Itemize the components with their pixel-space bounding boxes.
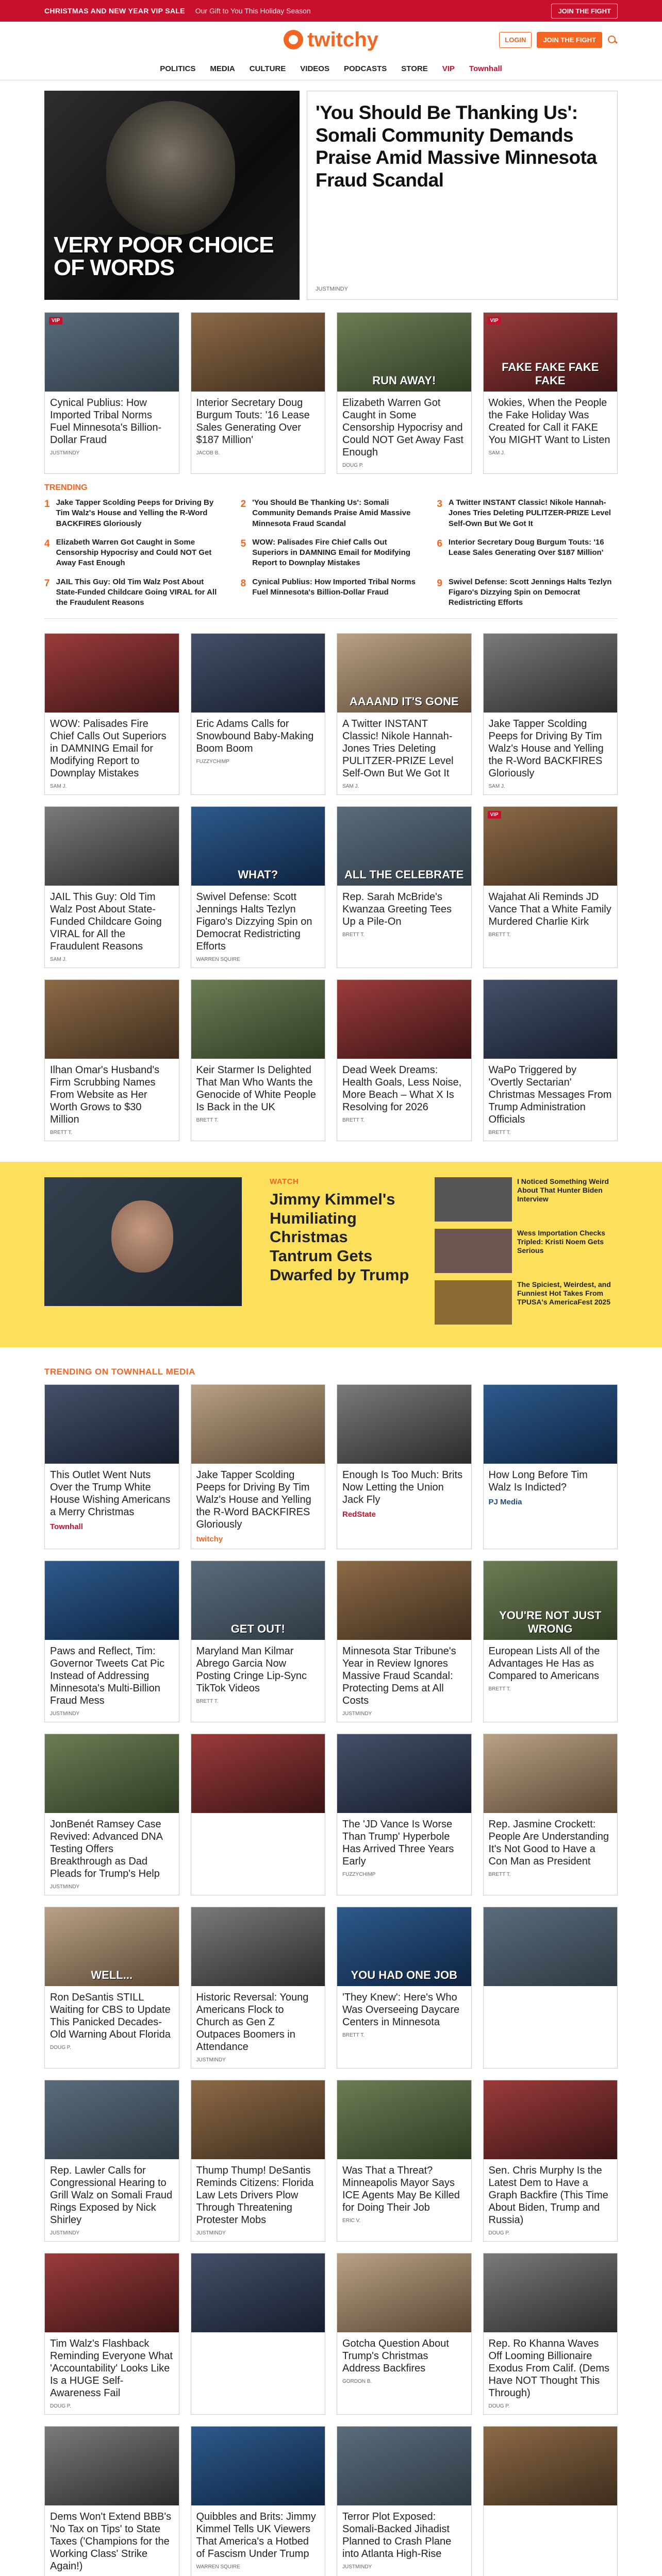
- story-card[interactable]: [483, 1561, 618, 1722]
- story-card[interactable]: [337, 1907, 472, 2069]
- nav-item-culture[interactable]: CULTURE: [249, 64, 286, 73]
- story-headline[interactable]: Elizabeth Warren Got Caught in Some Censorship Hypocrisy and Could NOT Get Away Fast Enough: [342, 397, 464, 458]
- story-image[interactable]: [45, 2427, 179, 2505]
- story-headline[interactable]: Gotcha Question About Trump's Christmas Address Backfires: [342, 2338, 449, 2375]
- watch-list-item[interactable]: [435, 1177, 618, 1222]
- story-author: ERIC V.: [342, 2218, 361, 2224]
- story-card[interactable]: [191, 1561, 326, 1722]
- story-image[interactable]: [484, 1907, 618, 1986]
- story-image[interactable]: [337, 1385, 471, 1464]
- site-logo[interactable]: [284, 28, 378, 52]
- story-image[interactable]: [484, 313, 618, 392]
- story-headline[interactable]: Was That a Threat? Minneapolis Mayor Says ICE Agents May Be Killed for Doing Their Job: [342, 2165, 460, 2214]
- story-image[interactable]: [337, 1907, 471, 1986]
- story-card[interactable]: [483, 1907, 618, 2069]
- source-brand-logo: RedState: [342, 1510, 376, 1519]
- story-headline[interactable]: Paws and Reflect, Tim: Governor Tweets Cat Pic Instead of Addressing Minnesota's Multi-Billion Fraud Mess: [50, 1646, 164, 1707]
- story-image[interactable]: [191, 634, 325, 713]
- story-headline[interactable]: How Long Before Tim Walz Is Indicted?: [488, 1469, 588, 1494]
- watch-video[interactable]: [44, 1177, 242, 1306]
- story-image[interactable]: [191, 980, 325, 1059]
- story-card[interactable]: [191, 2253, 326, 2415]
- story-card[interactable]: [337, 1561, 472, 1722]
- story-row-5: [44, 1384, 618, 1549]
- story-image[interactable]: [45, 2080, 179, 2159]
- story-card[interactable]: [337, 979, 472, 1141]
- story-headline[interactable]: Dems Won't Extend BBB's 'No Tax on Tips' to State Taxes ('Champions for the Working Class' Strike Again!): [50, 2511, 172, 2572]
- watch-list-item[interactable]: [435, 1280, 618, 1325]
- trending-title[interactable]: JAIL This Guy: Old Tim Walz Post About State-Funded Childcare Going VIRAL for All the Fraudulent Reasons: [56, 577, 217, 607]
- story-image[interactable]: [191, 313, 325, 392]
- story-author: FUZZYCHIMP: [342, 1872, 376, 1878]
- story-card[interactable]: [191, 2426, 326, 2576]
- story-card[interactable]: [483, 1734, 618, 1895]
- join-button[interactable]: JOIN THE FIGHT: [537, 32, 602, 48]
- story-image-caption: YOU'RE NOT JUST WRONG: [499, 1609, 602, 1636]
- story-image-caption: WELL...: [91, 1969, 133, 1982]
- hero-image-caption: VERY POOR CHOICE OF WORDS: [54, 232, 274, 280]
- story-row-1: [44, 312, 618, 474]
- story-card[interactable]: [191, 312, 326, 474]
- story-image[interactable]: [337, 807, 471, 886]
- story-headline[interactable]: Terror Plot Exposed: Somali-Backed Jihadist Planned to Crash Plane into Atlanta High-Rise: [342, 2511, 452, 2560]
- trending-rank: 7: [44, 578, 50, 589]
- story-card[interactable]: [483, 633, 618, 795]
- story-author: WARREN SQUIRE: [196, 2564, 240, 2570]
- story-image[interactable]: [337, 1561, 471, 1640]
- watch-list-title: Wess Importation Checks Tripled: Kristi Noem Gets Serious: [517, 1229, 605, 1255]
- story-headline[interactable]: Thump Thump! DeSantis Reminds Citizens: Florida Law Lets Drivers Plow Through Threatening Protester Mobs: [196, 2165, 314, 2226]
- story-headline[interactable]: Maryland Man Kilmar Abrego Garcia Now Posting Cringe Lip-Sync TikTok Videos: [196, 1646, 307, 1694]
- story-card[interactable]: [44, 1734, 179, 1895]
- story-author: DOUG P.: [50, 2045, 71, 2051]
- story-headline[interactable]: Minnesota Star Tribune's Year in Review Ignores Massive Fraud Scandal: Protecting Dems at All Costs: [342, 1646, 456, 1707]
- story-image[interactable]: [45, 634, 179, 713]
- trending-title[interactable]: Interior Secretary Doug Burgum Touts: '16 Lease Sales Generating Over $187 Million': [448, 537, 604, 557]
- story-image[interactable]: [484, 807, 618, 886]
- trending-item[interactable]: [241, 537, 422, 569]
- story-headline[interactable]: A Twitter INSTANT Classic! Nikole Hannah-Jones Tries Deleting PULITZER-PRIZE Level Self-Own But We Got It: [342, 718, 454, 779]
- story-card[interactable]: [191, 806, 326, 968]
- story-card[interactable]: [483, 979, 618, 1141]
- story-image[interactable]: [337, 1734, 471, 1813]
- promo-title: CHRISTMAS AND NEW YEAR VIP SALE: [44, 7, 185, 15]
- story-row-11: [44, 2426, 618, 2576]
- story-author: JUSTMINDY: [342, 2564, 372, 2570]
- story-author: BRETT T.: [196, 1699, 219, 1705]
- trending-list: [44, 498, 618, 619]
- story-headline[interactable]: Jake Tapper Scolding Peeps for Driving By Tim Walz's House and Yelling the R-Word BACKFIRES Gloriously: [488, 718, 604, 779]
- story-image-caption: AAAAND IT'S GONE: [349, 695, 459, 708]
- story-image[interactable]: [45, 1561, 179, 1640]
- story-image[interactable]: [337, 2427, 471, 2505]
- story-card[interactable]: [44, 1561, 179, 1722]
- story-author: JUSTMINDY: [50, 1884, 80, 1890]
- story-author: JACOB B.: [196, 450, 220, 456]
- trending-title[interactable]: Jake Tapper Scolding Peeps for Driving By Tim Walz's House and Yelling the R-Word BACKFIRES Gloriously: [56, 498, 214, 528]
- story-card[interactable]: [483, 312, 618, 474]
- story-image[interactable]: [484, 1385, 618, 1464]
- story-headline[interactable]: Historic Reversal: Young Americans Flock to Church as Gen Z Outpaces Boomers in Attendance: [196, 1992, 309, 2053]
- trending-item[interactable]: [437, 537, 618, 569]
- story-author: SAM J.: [50, 784, 67, 790]
- story-row-3: [44, 806, 618, 968]
- story-author: DOUG P.: [342, 463, 363, 468]
- promo-banner: [0, 0, 662, 22]
- story-card[interactable]: [483, 2253, 618, 2415]
- story-headline[interactable]: WOW: Palisades Fire Chief Calls Out Superiors in DAMNING Email for Modifying Report to Downplay Mistakes: [50, 718, 167, 779]
- story-headline[interactable]: JAIL This Guy: Old Tim Walz Post About State-Funded Childcare Going VIRAL for All the Fraudulent Reasons: [50, 891, 162, 953]
- story-card[interactable]: [483, 1384, 618, 1549]
- trending-rank: 2: [240, 499, 246, 510]
- watch-label: WATCH: [270, 1177, 299, 1187]
- story-card[interactable]: [337, 312, 472, 474]
- trending-rank: 6: [437, 538, 442, 549]
- hero-author: JUSTMINDY: [316, 286, 348, 292]
- source-brand-logo: Townhall: [50, 1522, 83, 1532]
- story-card[interactable]: [44, 2080, 179, 2242]
- trending-rank: 1: [44, 499, 50, 510]
- story-author: GORDON B.: [342, 2379, 372, 2385]
- nav-item-store[interactable]: STORE: [401, 64, 428, 73]
- trending-item[interactable]: [241, 577, 422, 608]
- story-image[interactable]: [484, 2253, 618, 2332]
- trending-title[interactable]: WOW: Palisades Fire Chief Calls Out Superiors in DAMNING Email for Modifying Report to Downplay Mistakes: [252, 537, 410, 568]
- story-author: DOUG P.: [488, 2230, 510, 2236]
- story-image[interactable]: [45, 1385, 179, 1464]
- hero-story[interactable]: [44, 91, 618, 300]
- story-row-4: [44, 979, 618, 1141]
- story-row-2: [44, 633, 618, 795]
- nav-item-podcasts[interactable]: PODCASTS: [343, 64, 387, 73]
- story-row-10: [44, 2253, 618, 2415]
- watch-list-item[interactable]: [435, 1229, 618, 1273]
- story-headline[interactable]: Enough Is Too Much: Brits Now Letting the Union Jack Fly: [342, 1469, 463, 1506]
- logo-mark-icon: [284, 30, 303, 49]
- story-headline[interactable]: Dead Week Dreams: Health Goals, Less Noise, More Beach – What X Is Resolving for 2026: [342, 1064, 462, 1113]
- story-card[interactable]: [337, 2080, 472, 2242]
- story-image[interactable]: [484, 1561, 618, 1640]
- story-author: JUSTMINDY: [50, 2230, 80, 2236]
- story-author: DOUG P.: [488, 2403, 510, 2410]
- story-image-caption: ALL THE CELEBRATE: [344, 868, 464, 882]
- watch-list-title: I Noticed Something Weird About That Hunter Biden Interview: [517, 1177, 609, 1203]
- story-image[interactable]: [337, 2253, 471, 2332]
- story-image[interactable]: [191, 1385, 325, 1464]
- story-author: JUSTMINDY: [342, 1711, 372, 1717]
- story-headline[interactable]: Rep. Ro Khanna Waves Off Looming Billionaire Exodus From Calif. (Dems Have NOT Thought This Through): [488, 2338, 609, 2399]
- story-card[interactable]: [337, 1734, 472, 1895]
- trending-item[interactable]: [44, 498, 225, 529]
- story-author: DOUG P.: [50, 2403, 71, 2410]
- site-header: [0, 22, 662, 58]
- story-author: SAM J.: [50, 957, 67, 963]
- story-image[interactable]: [191, 807, 325, 886]
- nav-item-politics[interactable]: POLITICS: [160, 64, 196, 73]
- main-nav: [0, 58, 662, 80]
- story-image[interactable]: [45, 2253, 179, 2332]
- story-headline[interactable]: JonBenét Ramsey Case Revived: Advanced DNA Testing Offers Breakthrough as Dad Pleads for Trump's Help: [50, 1819, 162, 1880]
- trending-rank: 3: [437, 499, 442, 510]
- story-card[interactable]: [44, 1384, 179, 1549]
- story-image[interactable]: [337, 634, 471, 713]
- story-row-9: [44, 2080, 618, 2242]
- story-headline[interactable]: Interior Secretary Doug Burgum Touts: '16 Lease Sales Generating Over $187 Million': [196, 397, 310, 446]
- story-headline[interactable]: The 'JD Vance Is Worse Than Trump' Hyperbole Has Arrived Three Years Early: [342, 1819, 454, 1868]
- story-image[interactable]: [337, 313, 471, 392]
- vip-badge: VIP: [49, 317, 62, 325]
- story-author: BRETT T.: [342, 2032, 365, 2039]
- hero-headline[interactable]: 'You Should Be Thanking Us': Somali Community Demands Praise Amid Massive Minnesota Fraud Scandal: [316, 102, 597, 191]
- story-headline[interactable]: European Lists All of the Advantages He Has as Compared to Americans: [488, 1646, 600, 1682]
- story-image[interactable]: [191, 2253, 325, 2332]
- story-author: JUSTMINDY: [196, 2057, 226, 2063]
- trending-item[interactable]: [44, 577, 225, 608]
- story-card[interactable]: [483, 806, 618, 968]
- trending-rank: 9: [437, 578, 442, 589]
- story-author: BRETT T.: [196, 1117, 219, 1124]
- story-image[interactable]: [45, 313, 179, 392]
- trending-rank: 8: [240, 578, 246, 589]
- story-headline[interactable]: Wajahat Ali Reminds JD Vance That a White Family Murdered Charlie Kirk: [488, 891, 611, 928]
- watch-section: [0, 1162, 662, 1347]
- story-image[interactable]: [45, 980, 179, 1059]
- story-card[interactable]: [483, 2426, 618, 2576]
- vip-badge: VIP: [488, 811, 501, 819]
- story-card[interactable]: [337, 806, 472, 968]
- story-author: JUSTMINDY: [50, 1711, 80, 1717]
- story-author: BRETT T.: [488, 1686, 511, 1692]
- trending-item[interactable]: [437, 498, 618, 529]
- story-image[interactable]: [484, 2080, 618, 2159]
- story-author: SAM J.: [488, 784, 505, 790]
- nav-item-vip[interactable]: VIP: [442, 64, 455, 73]
- story-card[interactable]: [337, 2253, 472, 2415]
- story-headline[interactable]: Sen. Chris Murphy Is the Latest Dem to Have a Graph Backfire (This Time About Biden, Trump and Russia): [488, 2165, 608, 2226]
- story-headline[interactable]: Keir Starmer Is Delighted That Man Who Wants the Genocide of White People Is Back in the UK: [196, 1064, 316, 1113]
- townhall-trending-heading: TRENDING ON TOWNHALL MEDIA: [44, 1367, 195, 1377]
- trending-title[interactable]: Elizabeth Warren Got Caught in Some Censorship Hypocrisy and Could NOT Get Away Fast Enough: [56, 537, 212, 568]
- story-headline[interactable]: Rep. Lawler Calls for Congressional Hearing to Grill Walz on Somali Fraud Rings Exposed by Nick Shirley: [50, 2165, 173, 2226]
- story-image-caption: FAKE FAKE FAKE FAKE: [502, 361, 599, 387]
- story-card[interactable]: [44, 312, 179, 474]
- nav-item-media[interactable]: MEDIA: [210, 64, 235, 73]
- story-image[interactable]: [191, 1561, 325, 1640]
- story-author: JUSTMINDY: [196, 2230, 226, 2236]
- story-headline[interactable]: Ron DeSantis STILL Waiting for CBS to Update This Panicked Decades-Old Warning About Florida: [50, 1992, 171, 2041]
- story-author: BRETT T.: [342, 932, 365, 938]
- story-author: SAM J.: [342, 784, 359, 790]
- story-headline[interactable]: 'They Knew': Here's Who Was Overseeing Daycare Centers in Minnesota: [342, 1992, 460, 2028]
- trending-title[interactable]: 'You Should Be Thanking Us': Somali Community Demands Praise Amid Massive Minnesota Fraud Scandal: [252, 498, 411, 528]
- watch-list-title: The Spiciest, Weirdest, and Funniest Hot Takes From TPUSA's AmericaFest 2025: [517, 1280, 611, 1306]
- story-image[interactable]: [337, 980, 471, 1059]
- nav-item-townhall[interactable]: Townhall: [469, 64, 502, 73]
- story-card[interactable]: [483, 2080, 618, 2242]
- story-image[interactable]: [191, 1734, 325, 1813]
- promo-subtitle: Our Gift to You This Holiday Season: [195, 7, 311, 15]
- story-headline[interactable]: Eric Adams Calls for Snowbound Baby-Making Boom Boom: [196, 718, 314, 755]
- story-row-7: [44, 1734, 618, 1895]
- vip-badge: VIP: [488, 317, 501, 325]
- story-headline[interactable]: Ilhan Omar's Husband's Firm Scrubbing Names From Website as Her Worth Grows to $30 Million: [50, 1064, 160, 1126]
- story-author: BRETT T.: [342, 1117, 365, 1124]
- story-card[interactable]: [44, 2253, 179, 2415]
- story-card[interactable]: [44, 1907, 179, 2069]
- story-card[interactable]: [337, 633, 472, 795]
- story-card[interactable]: [191, 1384, 326, 1549]
- trending-rank: 5: [240, 538, 246, 549]
- story-headline[interactable]: WaPo Triggered by 'Overtly Sectarian' Christmas Messages From Trump Administration Officials: [488, 1064, 612, 1126]
- story-headline[interactable]: Jake Tapper Scolding Peeps for Driving By Tim Walz's House and Yelling the R-Word BACKFIRES Gloriously: [196, 1469, 311, 1531]
- story-card[interactable]: [191, 1734, 326, 1895]
- story-image[interactable]: [484, 1734, 618, 1813]
- story-author: WARREN SQUIRE: [196, 957, 240, 963]
- trending-rank: 4: [44, 538, 50, 549]
- story-image[interactable]: [191, 2427, 325, 2505]
- story-image[interactable]: [484, 980, 618, 1059]
- story-author: BRETT T.: [488, 1130, 511, 1136]
- story-card[interactable]: [44, 2426, 179, 2576]
- story-headline[interactable]: Rep. Jasmine Crockett: People Are Understanding It's Not Good to Have a Con Man as President: [488, 1819, 609, 1868]
- story-headline[interactable]: Wokies, When the People the Fake Holiday Was Created for Call it FAKE You MIGHT Want to Listen: [488, 397, 610, 446]
- story-author: SAM J.: [488, 450, 505, 456]
- story-image[interactable]: [191, 1907, 325, 1986]
- watch-headline[interactable]: Jimmy Kimmel's Humiliating Christmas Tantrum Gets Dwarfed by Trump: [270, 1190, 409, 1284]
- story-image-caption: WHAT?: [238, 868, 278, 882]
- source-brand-logo: PJ Media: [488, 1498, 522, 1507]
- story-card[interactable]: [44, 806, 179, 968]
- story-row-8: [44, 1907, 618, 2069]
- trending-title[interactable]: A Twitter INSTANT Classic! Nikole Hannah-Jones Tries Deleting PULITZER-PRIZE Level Self-Own But We Got It: [448, 498, 611, 528]
- story-image-caption: GET OUT!: [230, 1622, 285, 1636]
- story-headline[interactable]: Cynical Publius: How Imported Tribal Norms Fuel Minnesota's Billion-Dollar Fraud: [50, 397, 162, 446]
- story-image-caption: RUN AWAY!: [372, 374, 436, 387]
- story-image[interactable]: [45, 1734, 179, 1813]
- story-card[interactable]: [337, 1384, 472, 1549]
- story-card[interactable]: [44, 979, 179, 1141]
- login-button[interactable]: LOGIN: [499, 32, 532, 48]
- story-row-6: [44, 1561, 618, 1722]
- trending-title[interactable]: Swivel Defense: Scott Jennings Halts Tezlyn Figaro's Dizzying Spin on Democrat Redistricting Efforts: [448, 577, 612, 607]
- story-image[interactable]: [484, 634, 618, 713]
- story-card[interactable]: [191, 2080, 326, 2242]
- story-image[interactable]: [45, 807, 179, 886]
- story-image-caption: YOU HAD ONE JOB: [351, 1969, 458, 1982]
- story-image[interactable]: [45, 1907, 179, 1986]
- story-card[interactable]: [191, 979, 326, 1141]
- story-author: BRETT T.: [488, 1872, 511, 1878]
- trending-heading: TRENDING: [44, 483, 88, 492]
- story-author: FUZZYCHIMP: [196, 759, 229, 765]
- story-card[interactable]: [191, 633, 326, 795]
- story-card[interactable]: [337, 2426, 472, 2576]
- story-headline[interactable]: Tim Walz's Flashback Reminding Everyone What 'Accountability' Looks Like Is a HUGE Self-Awareness Fail: [50, 2338, 173, 2399]
- trending-title[interactable]: Cynical Publius: How Imported Tribal Norms Fuel Minnesota's Billion-Dollar Fraud: [252, 577, 416, 597]
- trending-item[interactable]: [44, 537, 225, 569]
- trending-item[interactable]: [437, 577, 618, 608]
- story-headline[interactable]: Quibbles and Brits: Jimmy Kimmel Tells UK Viewers That America's a Hotbed of Fascism Under Trump: [196, 2511, 316, 2560]
- story-author: BRETT T.: [488, 932, 511, 938]
- hero-image[interactable]: [44, 91, 300, 300]
- story-image[interactable]: [191, 2080, 325, 2159]
- story-image[interactable]: [484, 2427, 618, 2505]
- story-headline[interactable]: Rep. Sarah McBride's Kwanzaa Greeting Tees Up a Pile-On: [342, 891, 452, 928]
- story-card[interactable]: [191, 1907, 326, 2069]
- story-author: JUSTMINDY: [50, 450, 80, 456]
- trending-item[interactable]: [241, 498, 422, 529]
- nav-item-videos[interactable]: VIDEOS: [300, 64, 329, 73]
- story-headline[interactable]: Swivel Defense: Scott Jennings Halts Tezlyn Figaro's Dizzying Spin on Democrat Redistricting Efforts: [196, 891, 312, 953]
- promo-cta-button[interactable]: JOIN THE FIGHT: [551, 4, 618, 19]
- story-card[interactable]: [44, 633, 179, 795]
- story-image[interactable]: [337, 2080, 471, 2159]
- story-author: BRETT T.: [50, 1130, 72, 1136]
- logo-text: twitchy: [307, 28, 378, 51]
- source-brand-logo: twitchy: [196, 1535, 223, 1544]
- story-headline[interactable]: This Outlet Went Nuts Over the Trump White House Wishing Americans a Merry Christmas: [50, 1469, 171, 1518]
- search-icon[interactable]: [607, 35, 618, 45]
